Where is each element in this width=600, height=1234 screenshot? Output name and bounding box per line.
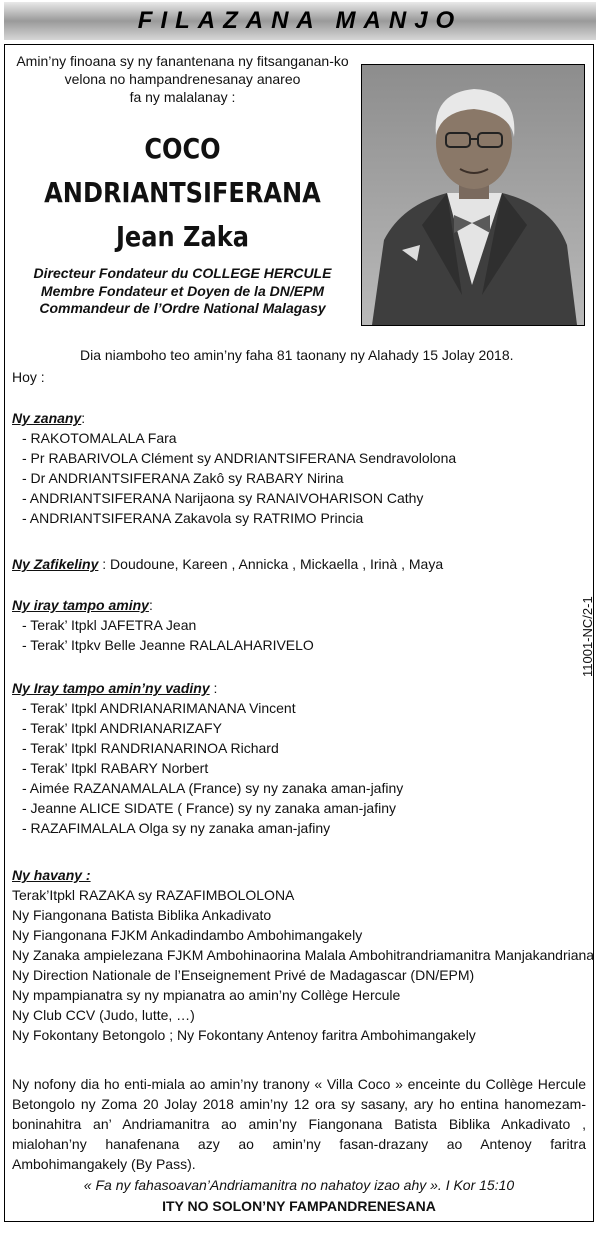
- intro-line: Amin’ny finoana sy ny fanantenana ny fitsanganan-ko: [16, 53, 349, 69]
- list-item: - ANDRIANTSIFERANA Zakavola sy RATRIMO Princia: [22, 510, 364, 526]
- list-item: - Terak’ Itpkl JAFETRA Jean: [22, 617, 197, 633]
- havany-heading: Ny havany :: [12, 867, 91, 883]
- tampo-aminy-heading: Ny iray tampo aminy: [12, 597, 149, 613]
- zanany-heading: Ny zanany: [12, 410, 82, 426]
- list-item: - RAKOTOMALALA Fara: [22, 430, 177, 446]
- list-item: Ny Fiangonana Batista Biblika Ankadivato: [12, 907, 272, 923]
- list-item: Ny Zanaka ampielezana FJKM Ambohinaorina Malala Ambohitrandriamanitra Manjakandriana: [12, 947, 595, 963]
- list-item: - Terak’ Itpkl RANDRIANARINOA Richard: [22, 740, 279, 756]
- list-item: - Terak’ Itpkl ANDRIANARIMANANA Vincent: [22, 700, 296, 716]
- list-item: - Terak’ Itpkv Belle Jeanne RALALAHARIVELO: [22, 637, 314, 653]
- list-item: - RAZAFIMALALA Olga sy ny zanaka aman-jafiny: [22, 820, 331, 836]
- section-tampo-vadiny: [12, 678, 403, 838]
- title-line: Directeur Fondateur du COLLEGE HERCULE: [33, 265, 332, 281]
- tampo-aminy-suffix: :: [148, 597, 153, 613]
- list-item: - Dr ANDRIANTSIFERANA Zakô sy RABARY Nirina: [22, 470, 344, 486]
- hoy-label: Hoy :: [12, 369, 45, 385]
- bible-verse: « Fa ny fahasoavan’Andriamanitra no nahatoy izao ahy ». I Kor 15:10: [83, 1177, 515, 1193]
- list-item: - Pr RABARIVOLA Clément sy ANDRIANTSIFERANA Sendravololona: [22, 450, 457, 466]
- list-item: - Terak’ Itpkl RABARY Norbert: [22, 760, 209, 776]
- notice-header: [4, 2, 596, 40]
- portrait-photo: [361, 64, 585, 326]
- reference-code: 11001-NC/2-1: [580, 596, 595, 677]
- deceased-name-line-2: ANDRIANTSIFERANA: [44, 176, 321, 209]
- funeral-details: Ny nofony dia ho enti-miala ao amin’ny tranony « Villa Coco » enceinte du Collège Hercule Betongolo ny Zoma 20 Jolay 2018 amin’ny 12 ora sy sasany, ary ho entina hanomezam-boninahitra an’ Andriamanitra ao amin’ny Fiangonana Batista Biblika Ankadivato , mialohan’ny hanafenana azy ao amin’ny fasan-drazany ao Antenoy faritra Ambohimangakely (By Pass).: [12, 1076, 586, 1172]
- section-havany: [12, 865, 594, 1045]
- list-item: Terak’Itpkl RAZAKA sy RAZAFIMBOLOLONA: [12, 887, 295, 903]
- death-notice: Dia niamboho teo amin’ny faha 81 taonany ny Alahady 15 Jolay 2018.: [80, 347, 514, 363]
- intro-line: velona no hampandrenesanay anareo: [64, 71, 301, 87]
- list-item: Ny Direction Nationale de l’Enseignement Privé de Madagascar (DN/EPM): [12, 967, 475, 983]
- intro-text: [10, 52, 355, 106]
- deceased-titles: [10, 265, 355, 318]
- title-line: Membre Fondateur et Doyen de la DN/EPM: [40, 282, 325, 299]
- zafikeliny-text: : Doudoune, Kareen , Annicka , Mickaella , Irinà , Maya: [98, 556, 444, 572]
- header-title: FILAZANA MANJO: [137, 7, 463, 34]
- section-zanany: [12, 408, 456, 528]
- tampo-vadiny-suffix: :: [209, 680, 218, 696]
- tampo-vadiny-heading: Ny Iray tampo amin’ny vadiny: [12, 680, 210, 696]
- list-item: - ANDRIANTSIFERANA Narijaona sy RANAIVOHARISON Cathy: [22, 490, 424, 506]
- title-line: Commandeur de l’Ordre National Malagasy: [39, 300, 326, 316]
- list-item: - Aimée RAZANAMALALA (France) sy ny zanaka aman-jafiny: [22, 780, 404, 796]
- section-zafikeliny: [12, 554, 443, 574]
- deceased-name-line-1: COCO: [144, 132, 221, 165]
- zafikeliny-heading: Ny Zafikeliny: [12, 556, 99, 572]
- deceased-name-line-3: Jean Zaka: [115, 220, 250, 253]
- closing-line: ITY NO SOLON’NY FAMPANDRENESANA: [162, 1198, 436, 1214]
- list-item: Ny mpampianatra sy ny mpianatra ao amin’ny Collège Hercule: [12, 987, 401, 1003]
- section-tampo-aminy: [12, 595, 314, 655]
- list-item: Ny Fokontany Betongolo ; Ny Fokontany Antenoy faritra Ambohimangakely: [12, 1027, 476, 1043]
- list-item: Ny Fiangonana FJKM Ankadindambo Ambohimangakely: [12, 927, 363, 943]
- zanany-suffix: :: [81, 410, 86, 426]
- intro-line: fa ny malalanay :: [129, 89, 236, 105]
- list-item: Ny Club CCV (Judo, lutte, …): [12, 1007, 195, 1023]
- list-item: - Terak’ Itpkl ANDRIANARIZAFY: [22, 720, 222, 736]
- list-item: - Jeanne ALICE SIDATE ( France) sy ny zanaka aman-jafiny: [22, 800, 397, 816]
